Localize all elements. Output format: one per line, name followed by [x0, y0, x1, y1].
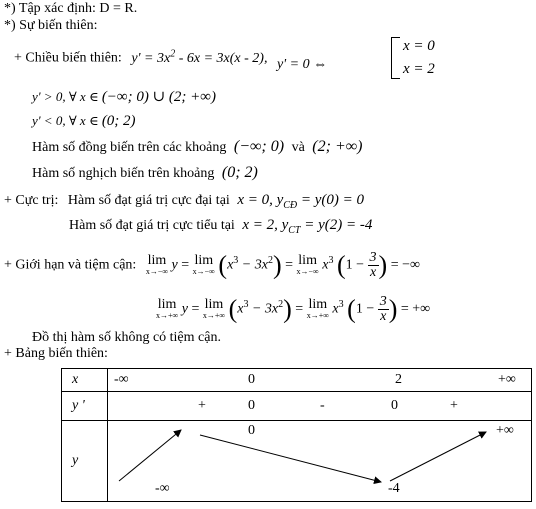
derivative-line	[14, 46, 328, 72]
sign-positive: y' > 0, ∀ x ∈ (−∞; 0) ∪ (2; +∞)	[32, 89, 216, 105]
dy-val: +	[198, 398, 206, 413]
x-val: 2	[395, 372, 402, 387]
dy-val: +	[450, 398, 458, 413]
increasing-line: Hàm số đồng biến trên các khoảng (−∞; 0) và (2; +∞)	[32, 138, 363, 155]
arrow-up-right	[390, 432, 486, 481]
row-y-values	[108, 421, 532, 502]
dy-val: 0	[248, 398, 255, 413]
row-x-values	[108, 369, 532, 392]
system-bracket	[391, 37, 400, 79]
no-asymptote-line: Đồ thị hàm số không có tiệm cận.	[32, 330, 221, 345]
root-2: x = 2	[403, 61, 435, 77]
decreasing-line: Hàm số nghịch biến trên khoảng (0; 2)	[32, 164, 258, 181]
x-val: -∞	[114, 372, 129, 387]
variation-table	[61, 368, 532, 502]
sign-negative: y' < 0, ∀ x ∈ (0; 2)	[32, 113, 136, 129]
extrema-min-line: Hàm số đạt giá trị cực tiểu tại x = 2, $y_{CT} = y(2) = -4$	[69, 217, 373, 236]
row-x-label: x	[62, 369, 108, 392]
y-val: +∞	[496, 423, 514, 438]
dy-val: 0	[391, 398, 398, 413]
derivative-expr: $y' = 3x^2 - 6x = 3x(x - 2)$,	[131, 48, 268, 66]
limit-neg-line: + Giới hạn và tiệm cận: lim x→−∞ y = lim x→−∞ $(x^3 - 3x^2) = \lim$ x→−∞ $x^3$ (1 − $\frac{3}{x}$ ) = −∞	[4, 249, 420, 280]
arrow-up-left	[119, 430, 181, 481]
row-y-label: y	[62, 421, 108, 502]
x-val: +∞	[498, 372, 516, 387]
y-val: -4	[388, 481, 400, 496]
y-val: -∞	[155, 481, 170, 496]
domain-line: *) Tập xác định: D = R.	[4, 1, 138, 16]
x-val: 0	[248, 372, 255, 387]
variation-heading: *) Sự biến thiên:	[4, 18, 98, 33]
limit-pos-line: lim x→+∞ y = lim x→+∞ $(x^3 - 3x^2) = \lim$ x→+∞ $x^3$ (1 − $\frac{3}{x}$ ) = +∞	[156, 293, 431, 324]
arrow-down	[200, 435, 381, 482]
root-1: x = 0	[403, 38, 435, 54]
variation-arrows	[108, 421, 531, 501]
extrema-max-line: + Cực trị: Hàm số đạt giá trị cực đại tại x = 0, $y_{CĐ} = y(0) = 0$	[4, 192, 365, 211]
table-heading: + Bảng biến thiên:	[4, 346, 108, 361]
dy-val: -	[320, 398, 325, 413]
cbt-label: + Chiều biến thiên:	[14, 50, 122, 66]
y-val: 0	[248, 423, 255, 438]
row-dy-label: y '	[62, 392, 108, 421]
row-dy-values	[108, 392, 532, 421]
derivative-zero: y' = 0 ⇔	[276, 56, 328, 72]
